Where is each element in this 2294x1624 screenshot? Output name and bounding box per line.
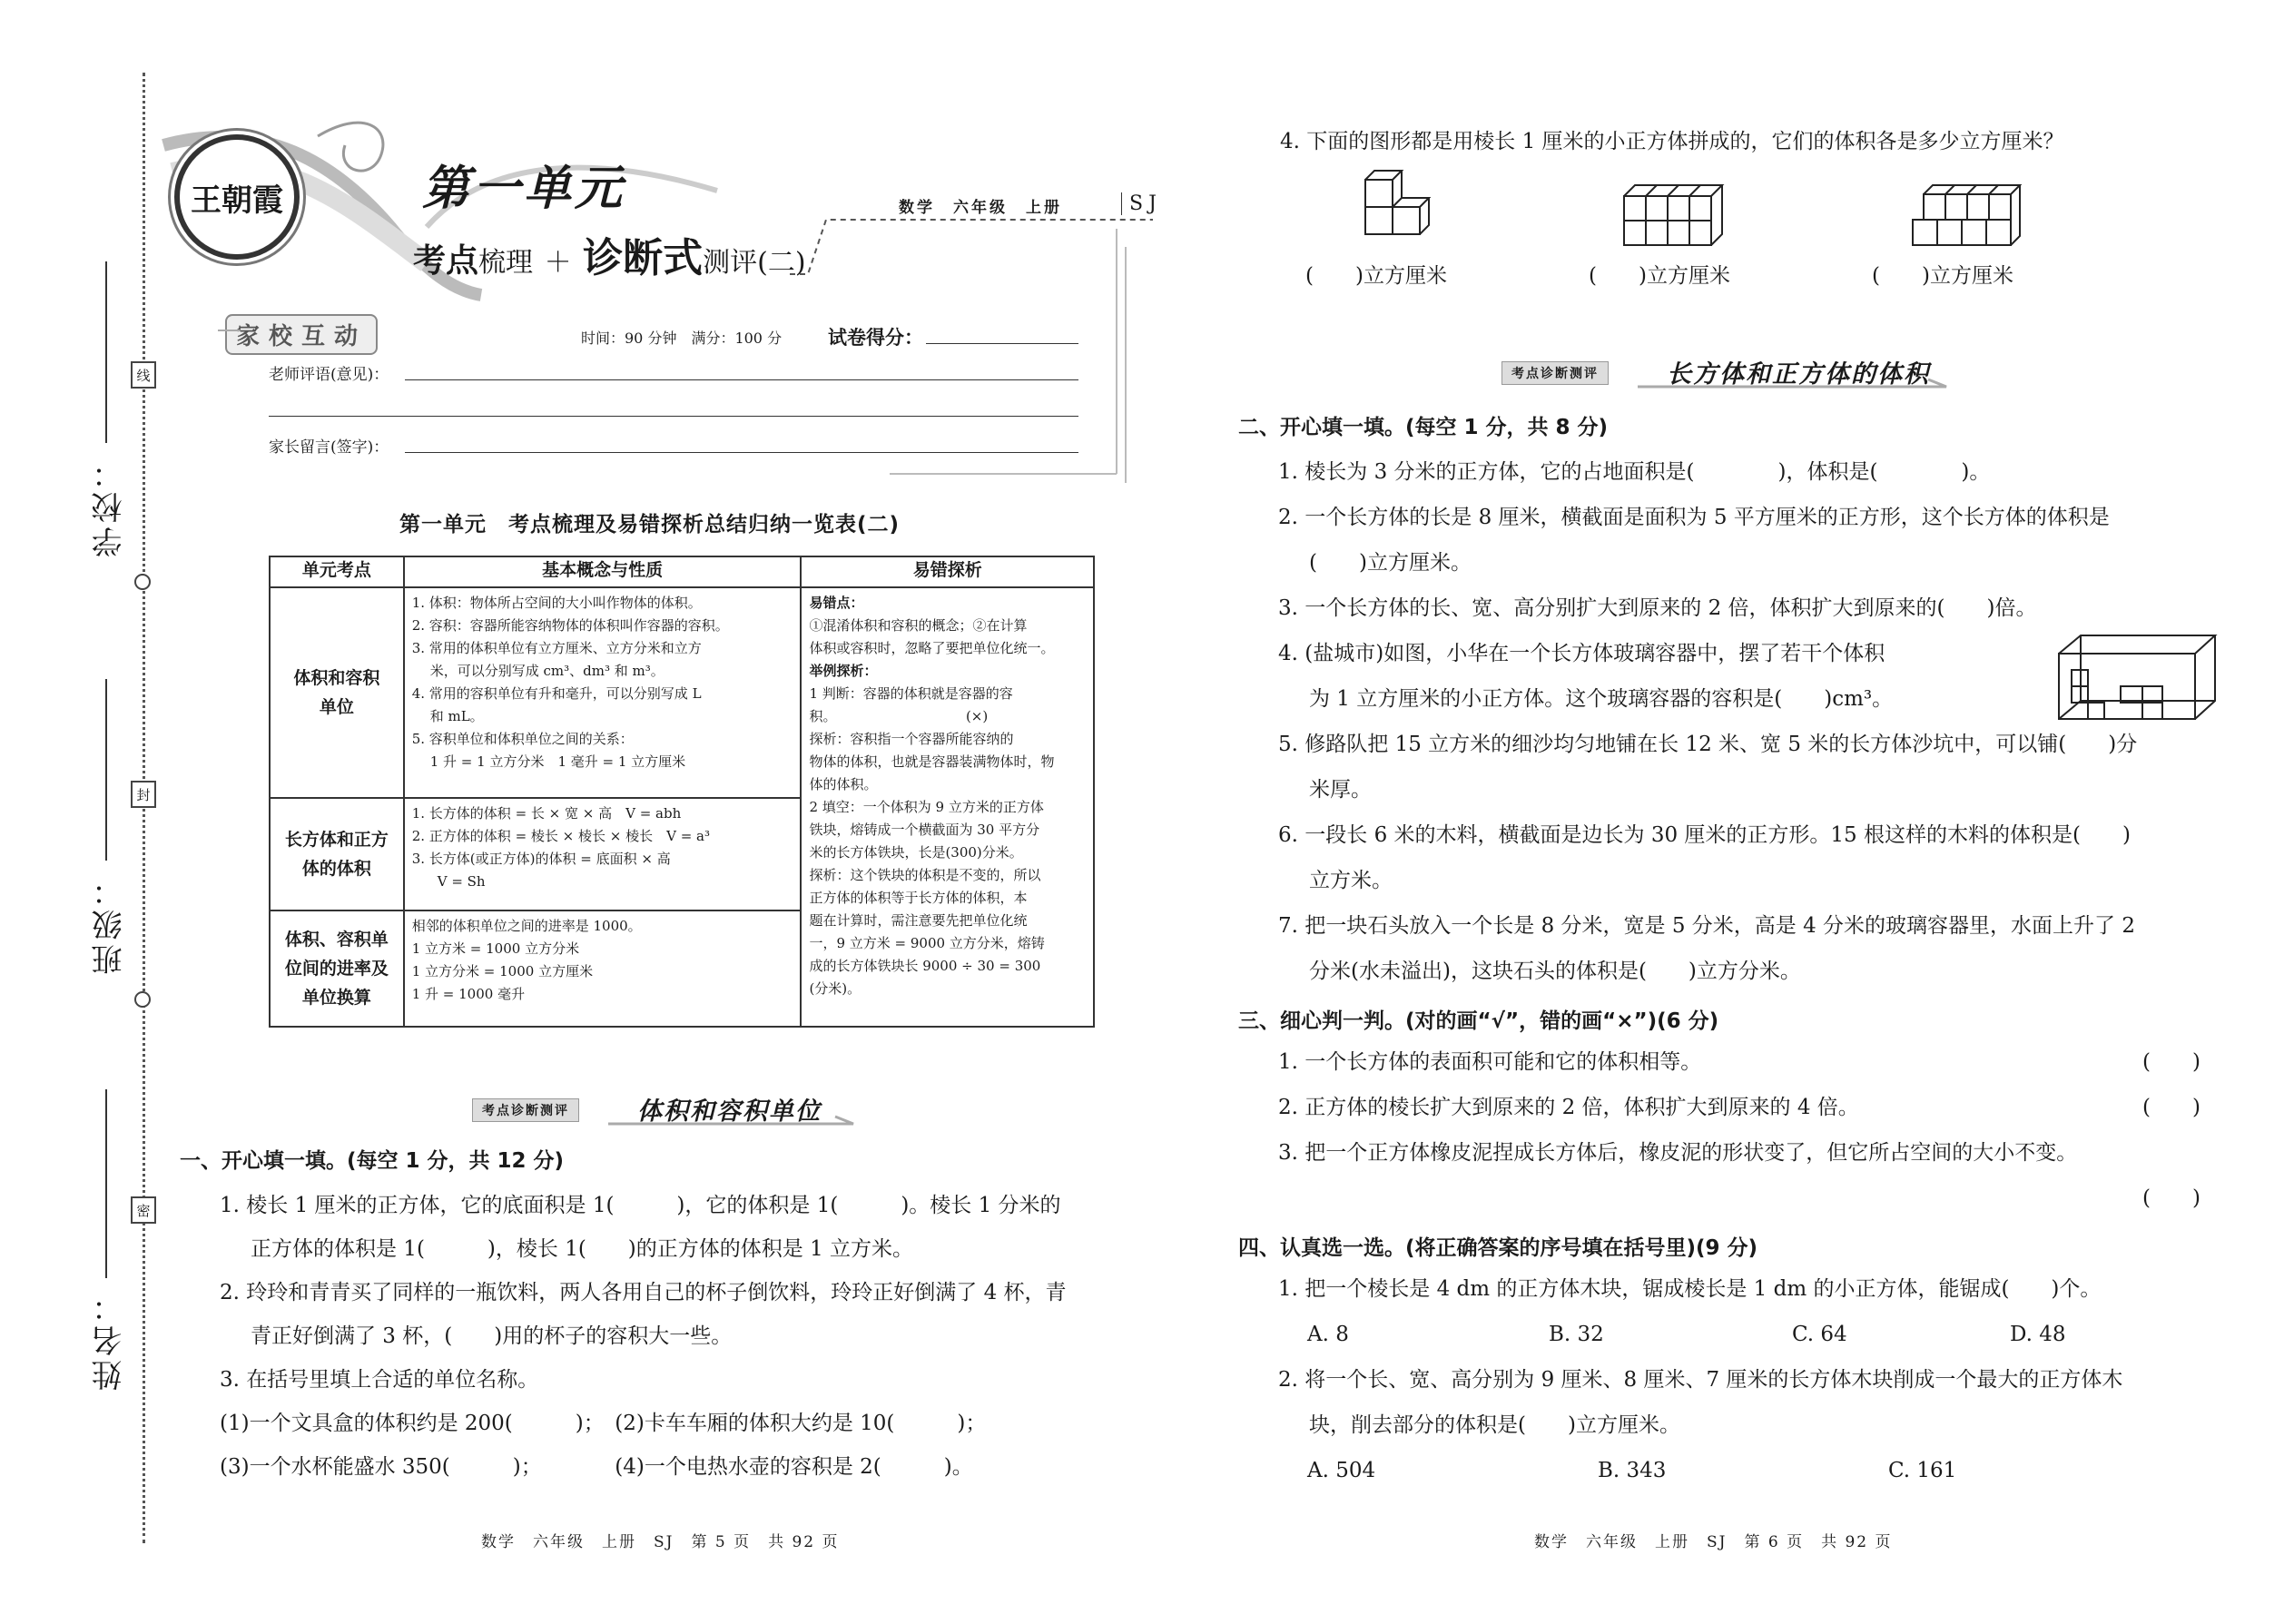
divider — [218, 330, 240, 331]
question-line: 7. 把一块石头放入一个长是 8 分米，宽是 5 分米，高是 4 分米的玻璃容器里，水面上升了 2 — [1278, 914, 2135, 938]
mistake-line: 成的长方体铁块长 9000 ÷ 30 = 300 — [809, 958, 1041, 974]
question-line: 6. 一段长 6 米的木料，横截面是边长为 30 厘米的正方形。15 根这样的木料的体积是( ) — [1278, 823, 2131, 847]
question-line: 4. (盐城市)如图，小华在一个长方体玻璃容器中，摆了若干个体积 — [1278, 642, 1885, 665]
mistake-line: 一，9 立方米 = 9000 立方分米，熔铸 — [809, 935, 1045, 951]
judge-blank[interactable]: ( ) — [2142, 1096, 2200, 1119]
option: B. 32 — [1549, 1323, 1604, 1346]
mistake-line: 正方体的体积等于长方体的体积，本 — [809, 890, 1028, 906]
class-label: 班级： — [92, 871, 128, 975]
question-line: 米厚。 — [1309, 778, 1372, 802]
question-line: 2. 将一个长、宽、高分别为 9 厘米、8 厘米、7 厘米的长方体木块削成一个最大的正方体木 — [1278, 1368, 2123, 1392]
concept-line: 和 mL。 — [429, 708, 484, 724]
school-label: 学校： — [92, 454, 128, 557]
option: A. 8 — [1307, 1323, 1349, 1346]
subtitle-b: 梳理 — [478, 247, 534, 279]
option: B. 343 — [1598, 1459, 1667, 1482]
question-line: 3. 在括号里填上合适的单位名称。 — [220, 1368, 539, 1392]
concept-line: 1 升 = 1000 毫升 — [411, 986, 526, 1002]
subtitle-e: 测评(二) — [703, 247, 806, 279]
concept-line: 米，可以分别写成 cm³、dm³ 和 m³。 — [429, 663, 665, 679]
question-line: 2. 一个长方体的长是 8 厘米，横截面是面积为 5 平方厘米的正方形，这个长方体的体积是 — [1278, 506, 2110, 529]
concept-cell — [404, 587, 802, 798]
header-cell: 易错探析 — [801, 556, 1094, 587]
mistake-line: 举例探析： — [809, 663, 878, 679]
school-blank[interactable] — [105, 261, 107, 443]
teacher-comment-line[interactable] — [405, 379, 1078, 380]
banner-title: 体积和容积单位 — [637, 1097, 822, 1126]
answer-blank[interactable]: ( )立方厘米 — [1305, 264, 1447, 288]
concept-line: V = Sh — [437, 873, 486, 890]
subtitle-plus: ＋ — [544, 247, 572, 279]
question-line: 5. 修路队把 15 立方米的细沙均匀地铺在长 12 米、宽 5 米的长方体沙坑中，可以铺( )分 — [1278, 733, 2138, 756]
page-footer-left: 数学 六年级 上册 SJ 第 5 页 共 92 页 — [481, 1533, 840, 1551]
question-line: 立方米。 — [1309, 869, 1393, 892]
mistake-line: 探析：这个铁块的体积是不变的，所以 — [809, 867, 1041, 883]
summary-table — [269, 556, 1095, 1028]
question-line: 1. 一个长方体的表面积可能和它的体积相等。 — [1278, 1050, 1702, 1074]
concept-cell — [404, 910, 802, 1027]
mistake-line: 1 判断：容器的体积就是容器的容 — [809, 685, 1013, 702]
mistake-line: 易错点： — [809, 595, 864, 611]
time-info: 时间：90 分钟 满分：100 分 — [581, 330, 783, 347]
parent-message-label: 家长留言(签字)： — [269, 438, 389, 457]
header-cell: 单元考点 — [270, 556, 404, 587]
concept-line: 1 立方分米 = 1000 立方厘米 — [411, 963, 594, 979]
judge-blank[interactable]: ( ) — [2142, 1050, 2200, 1074]
option: A. 504 — [1307, 1459, 1376, 1482]
section-heading: 三、细心判一判。(对的画“√”，错的画“×”)(6 分) — [1238, 1009, 1719, 1033]
concept-line: 3. 常用的体积单位有立方厘米、立方分米和立方 — [411, 640, 702, 656]
question-line: 1. 棱长为 3 分米的正方体，它的占地面积是( )，体积是( )。 — [1278, 460, 1991, 484]
option: C. 161 — [1888, 1459, 1957, 1482]
parent-message-line[interactable] — [405, 452, 1078, 453]
logo — [174, 134, 300, 260]
binding-box-line: 线 — [131, 361, 156, 389]
question-line: 1. 棱长 1 厘米的正方体，它的底面积是 1( )，它的体积是 1( )。棱长 1 分米的 — [220, 1194, 1061, 1217]
concept-line: 1. 长方体的体积 = 长 × 宽 × 高 V = abh — [411, 805, 682, 822]
concept-line: 1. 体积：物体所占空间的大小叫作物体的体积。 — [411, 595, 702, 611]
summary-table-title: 第一单元 考点梳理及易错探析总结归纳一览表(二) — [399, 513, 901, 536]
mistake-line: 2 填空：一个体积为 9 立方米的正方体 — [809, 799, 1044, 815]
banner-tag: 考点诊断测评 — [1501, 361, 1609, 385]
class-blank[interactable] — [105, 679, 107, 861]
concept-line: 1 升 = 1 立方分米 1 毫升 = 1 立方厘米 — [429, 753, 686, 770]
question-line: 为 1 立方厘米的小正方体。这个玻璃容器的容积是( )cm³。 — [1309, 687, 1894, 711]
question-line: 分米(水未溢出)，这块石头的体积是( )立方分米。 — [1309, 960, 1801, 983]
mistake-line: 铁块，熔铸成一个横截面为 30 平方分 — [809, 822, 1040, 838]
subtitle-d: 诊断式 — [583, 235, 704, 281]
section-banner-right — [1501, 354, 1955, 394]
concept-line: 3. 长方体(或正方体)的体积 = 底面积 × 高 — [411, 851, 671, 867]
teacher-comment-label: 老师评语(意见)： — [269, 366, 389, 384]
binding-hole — [134, 574, 151, 590]
section-heading: 一、开心填一填。(每空 1 分，共 12 分) — [180, 1149, 565, 1173]
section-banner-left — [472, 1091, 871, 1131]
question-line: 3. 一个长方体的长、宽、高分别扩大到原来的 2 倍，体积扩大到原来的( )倍。 — [1278, 596, 2037, 620]
question-line: (3)一个水杯能盛水 350( )； (4)一个电热水壶的容积是 2( )。 — [220, 1455, 973, 1479]
banner-tag: 考点诊断测评 — [472, 1098, 579, 1122]
binding-box-seal: 封 — [131, 781, 156, 808]
question-line: 4. 下面的图形都是用棱长 1 厘米的小正方体拼成的，它们的体积各是多少立方厘米？ — [1280, 130, 2064, 153]
option: C. 64 — [1792, 1323, 1847, 1346]
mistake-line: 物体的体积，也就是容器装满物体时，物 — [809, 753, 1055, 770]
section-heading: 二、开心填一填。(每空 1 分，共 8 分) — [1238, 416, 1609, 439]
glass-container-figure — [2055, 632, 2219, 723]
score-blank[interactable] — [926, 343, 1078, 344]
mistake-line: 米的长方体铁块，长是(300)分米。 — [809, 844, 1023, 861]
mistake-cell — [801, 587, 1094, 1027]
mistake-line: ①混淆体积和容积的概念；②在计算 — [809, 617, 1028, 634]
unit-cell: 体积和容积单位 — [270, 587, 404, 798]
question-line: 青正好倒满了 3 杯，( )用的杯子的容积大一些。 — [251, 1324, 733, 1348]
question-line: 2. 玲玲和青青买了同样的一瓶饮料，两人各用自己的杯子倒饮料，玲玲正好倒满了 4 杯，青 — [220, 1281, 1067, 1304]
table-row — [270, 587, 1094, 798]
mistake-line: 探析：容积指一个容器所能容纳的 — [809, 731, 1014, 747]
binding-dotted-line — [143, 73, 145, 1543]
question-line: 3. 把一个正方体橡皮泥捏成长方体后，橡皮泥的形状变了，但它所占空间的大小不变。 — [1278, 1141, 2078, 1165]
page-subtitle — [413, 225, 806, 283]
question-line: 块，削去部分的体积是( )立方厘米。 — [1309, 1413, 1680, 1437]
meta-sj: SJ — [1121, 192, 1162, 215]
home-school-banner: 家校互动 — [225, 314, 378, 355]
binding-hole — [134, 991, 151, 1008]
meta-strip: 数学 六年级 上册 — [899, 199, 1062, 217]
concept-line: 1 立方米 = 1000 立方分米 — [411, 940, 580, 957]
unit-title: 第一单元 — [422, 161, 626, 216]
cube-figure-1 — [1362, 163, 1434, 245]
binding-box-secret: 密 — [131, 1196, 156, 1224]
question-line: 1. 把一个棱长是 4 dm 的正方体木块，锯成棱长是 1 dm 的小正方体，能锯成( )个。 — [1278, 1277, 2102, 1301]
cube-figure-2 — [1620, 178, 1729, 251]
mistake-line: 体的体积。 — [809, 776, 878, 792]
mistake-line: 积。 (×) — [809, 708, 989, 724]
table-header-row — [270, 556, 1094, 587]
concept-line: 5. 容积单位和体积单位之间的关系： — [411, 731, 634, 747]
logo-text: 王朝霞 — [191, 182, 283, 219]
score-label: 试卷得分： — [828, 327, 923, 349]
answer-blank[interactable]: ( )立方厘米 — [1872, 264, 2013, 288]
teacher-comment-line[interactable] — [269, 416, 1078, 417]
question-line: ( )立方厘米。 — [1309, 551, 1472, 575]
option: D. 48 — [2010, 1323, 2066, 1346]
concept-line: 2. 容积：容器所能容纳物体的体积叫作容器的容积。 — [411, 617, 729, 634]
question-line: 正方体的体积是 1( )，棱长 1( )的正方体的体积是 1 立方米。 — [251, 1237, 914, 1261]
unit-cell: 体积、容积单位间的进率及单位换算 — [270, 910, 404, 1027]
question-line: (1)一个文具盒的体积约是 200( )； (2)卡车车厢的体积大约是 10( )； — [220, 1412, 987, 1435]
answer-blank[interactable]: ( )立方厘米 — [1589, 264, 1730, 288]
mistake-line: (分米)。 — [809, 980, 861, 997]
name-blank[interactable] — [105, 1089, 107, 1278]
unit-cell: 长方体和正方体的体积 — [270, 798, 404, 910]
concept-line: 相邻的体积单位之间的进率是 1000。 — [411, 918, 642, 934]
page-footer-right: 数学 六年级 上册 SJ 第 6 页 共 92 页 — [1534, 1533, 1893, 1551]
mistake-line: 体积或容积时，忽略了要把单位化统一。 — [809, 640, 1055, 656]
judge-blank[interactable]: ( ) — [2142, 1186, 2200, 1210]
mistake-line: 题在计算时，需注意要先把单位化统 — [809, 912, 1028, 929]
subtitle-a: 考点 — [413, 241, 479, 280]
banner-title: 长方体和正方体的体积 — [1667, 360, 1930, 389]
name-label: 姓名： — [92, 1287, 128, 1391]
question-line: 2. 正方体的棱长扩大到原来的 2 倍，体积扩大到原来的 4 倍。 — [1278, 1096, 1859, 1119]
concept-line: 4. 常用的容积单位有升和毫升，可以分别写成 L — [411, 685, 702, 702]
section-heading: 四、认真选一选。(将正确答案的序号填在括号里)(9 分) — [1238, 1236, 1758, 1260]
concept-cell — [404, 798, 802, 910]
concept-line: 2. 正方体的体积 = 棱长 × 棱长 × 棱长 V = a³ — [411, 828, 711, 844]
header-cell: 基本概念与性质 — [404, 556, 802, 587]
cube-figure-3 — [1909, 178, 2027, 251]
